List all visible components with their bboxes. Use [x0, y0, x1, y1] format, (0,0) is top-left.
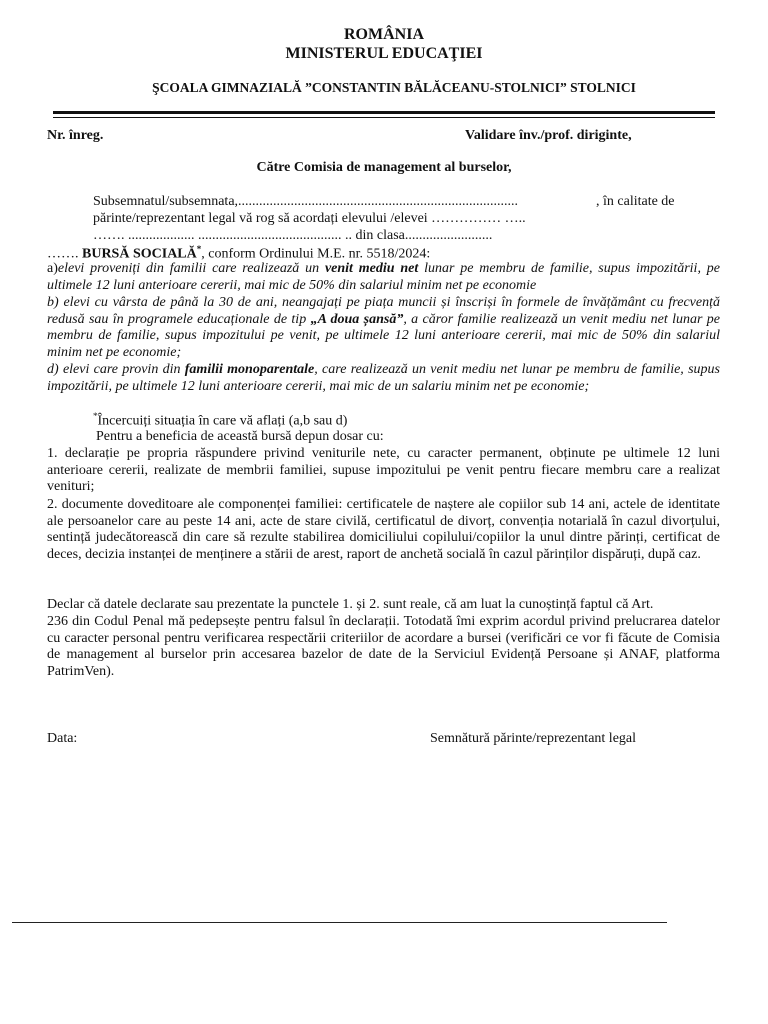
header-rule-thick [53, 111, 715, 114]
scholarship-asterisk: * [196, 244, 202, 254]
criterion-d-text-2: , care realizează un venit mediu net lunar pe membru de familie, supus impozitării, pe ultimele 12 luni anterioare cererii, mai mic de un salariu minim net pe economie; [47, 362, 720, 394]
criterion-a-text-1: elevi proveniți din familii care realizează un [57, 261, 325, 276]
addressee: Către Comisia de management al burselor, [256, 160, 512, 175]
criterion-d-text-1: d) elevi care provin din [47, 362, 185, 377]
request-line-1-left: Subsemnatul/subsemnata,................................................................................ [93, 194, 519, 209]
request-line-4-prefix: ……. [47, 246, 82, 262]
declaration-body: 236 din Codul Penal mă pedepsește pentru falsul în declarații. Totodată îmi exprim acordul privind prelucrarea datelor cu caracter personal pentru verificarea respectării criteriilor de acordare a bursei (verificări ce vor fi făcute de Comisia de management al burselor prin accesarea bazelor de date de la Serviciul Evidență Persoane și ANAF, platforma PatrimVen). [47, 614, 720, 679]
criterion-a-prefix: a) [47, 261, 58, 276]
circle-instruction-text: Încercuiți situația în care vă aflați (a,b sau d) [97, 413, 348, 429]
request-line-1-right: , în calitate de [596, 194, 675, 209]
criterion-a [47, 261, 720, 294]
request-line-3: ……. ................... ......................................... .. din clasa......................... [93, 228, 493, 243]
circle-instruction [93, 411, 347, 430]
criterion-a-bold: venit mediu net [324, 261, 419, 276]
request-line-4-suffix: , conform Ordinului M.E. nr. 5518/2024: [201, 246, 431, 262]
header-rule-thin [53, 117, 715, 118]
header-school: ŞCOALA GIMNAZIALĂ ”CONSTANTIN BĂLĂCEANU-STOLNICI” STOLNICI [152, 80, 636, 95]
footer-rule [12, 922, 667, 923]
criterion-d-bold: familii monoparentale [184, 362, 315, 377]
header-ministry: MINISTERUL EDUCAŢIEI [285, 45, 483, 62]
teacher-validation-label: Validare înv./prof. diriginte, [465, 128, 632, 143]
request-line-2: părinte/reprezentant legal vă rog să acordați elevului /elevei …………… ….. [93, 211, 526, 226]
criterion-b-text-1: b) elevi cu vârsta de până la 30 de ani, neangajați pe piața muncii și înscriși în formele de învățământ cu frecvență redusă sau în programele educaționale de tip [47, 295, 720, 327]
request-line-4 [47, 244, 430, 263]
criterion-d [47, 362, 720, 395]
declaration-line-1: Declar că datele declarate sau prezentate la punctele 1. și 2. sunt reale, că am luat la cunoștință faptul că Art. [47, 597, 654, 612]
registration-number-label: Nr. înreg. [47, 128, 104, 143]
scholarship-type: BURSĂ SOCIALĂ [82, 246, 197, 262]
criterion-b-bold: „A doua șansă” [310, 311, 404, 327]
header-country: ROMÂNIA [344, 26, 424, 43]
criterion-b [47, 295, 720, 361]
document-item-2: 2. documente doveditoare ale componenței familiei: certificatele de naștere ale copiilor sub 14 ani, actele de identitate ale persoanelor care au peste 14 ani, acte de stare civilă, certificatul de divorț, convenția notarială în cazul divorțului, sentință judecătorească din care să rezulte stabilirea domiciliului copilului/copiilor la unul dintre părinți, certificat de deces, decizia instanței de menținere a stării de arest, raport de anchetă socială în cazul părinților dispăruți, după caz. [47, 497, 720, 562]
date-label: Data: [47, 731, 78, 746]
circle-instruction-asterisk: * [93, 411, 98, 421]
signature-label: Semnătură părinte/reprezentant legal [430, 731, 637, 746]
criterion-b-text-2: , a căror familie realizează un venit mediu net lunar pe membru de familie, supus impozitului pe venit, pe ultimele 12 luni anterioare cererii, mai mic de 50% din salariul minim net pe economie; [47, 311, 720, 360]
dossier-intro: Pentru a beneficia de această bursă depun dosar cu: [96, 429, 384, 444]
criterion-a-text-2: lunar pe membru de familie, supus impozitării, pe ultimele 12 luni anterioare cererii, mai mic de 50% din salariul minim net pe economie [47, 261, 720, 293]
document-item-1: 1. declarație pe propria răspundere privind veniturile nete, cu caracter permanent, obținute pe ultimele 12 luni anterioare cererii, realizate de membrii familiei, supuse impozitului pe venit pentru fiecare membru care a realizat venituri; [47, 446, 720, 494]
